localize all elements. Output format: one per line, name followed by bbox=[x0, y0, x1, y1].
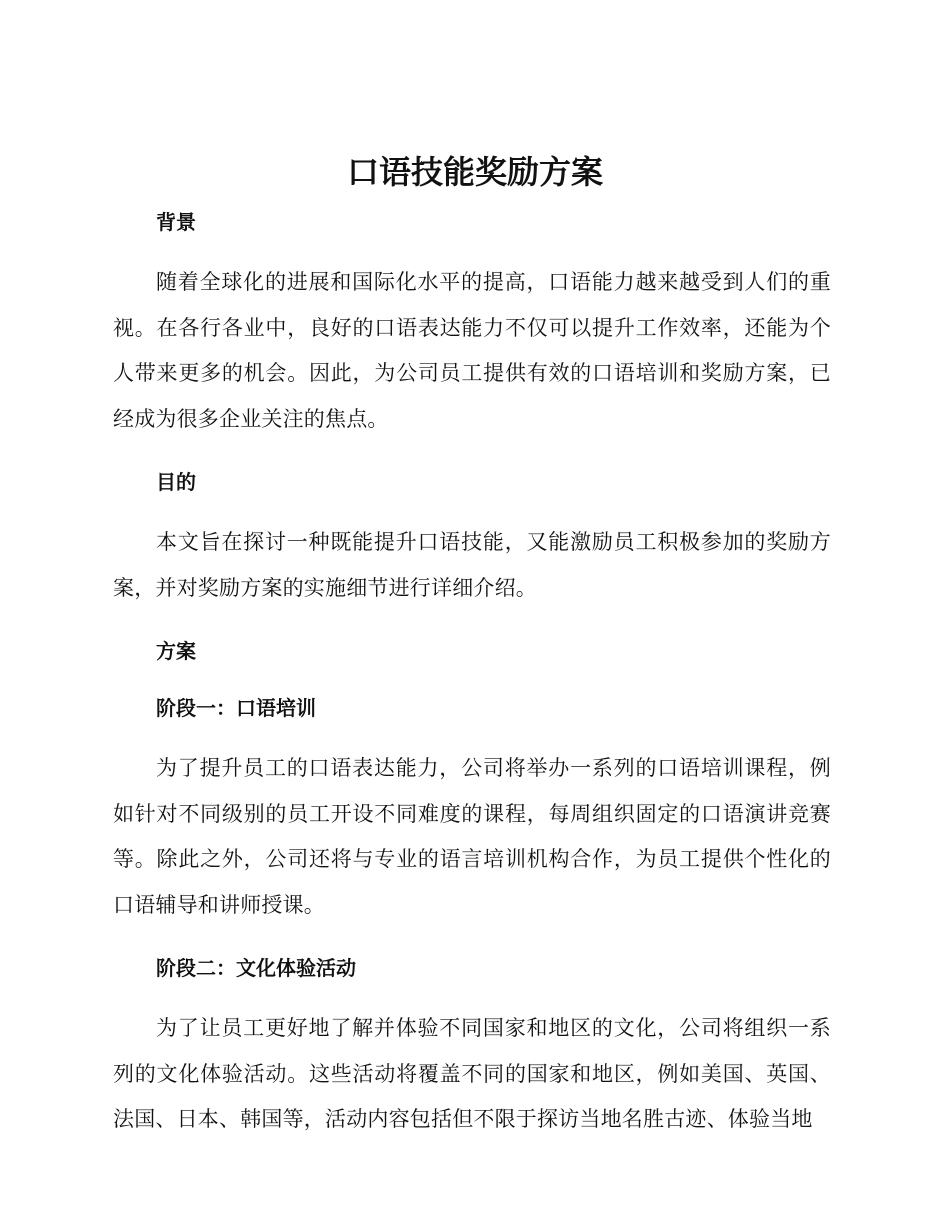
section-text-stage2: 为了让员工更好地了解并体验不同国家和地区的文化，公司将组织一系列的文化体验活动。这些活动将覆盖不同的国家和地区，例如美国、英国、法国、日本、韩国等，活动内容包括但不限于探访当地名胜古迹、体验当地 bbox=[113, 1016, 831, 1131]
document-body bbox=[113, 206, 831, 1143]
section-text-purpose: 本文旨在探讨一种既能提升口语技能，又能激励员工积极参加的奖励方案，并对奖励方案的实施细节进行详细介绍。 bbox=[113, 530, 831, 600]
section-heading-purpose: 目的 bbox=[156, 470, 196, 494]
section-text-background: 随着全球化的进展和国际化水平的提高，口语能力越来越受到人们的重视。在各行各业中，良好的口语表达能力不仅可以提升工作效率，还能为个人带来更多的机会。因此，为公司员工提供有效的口语培训和奖励方案，已经成为很多企业关注的焦点。 bbox=[113, 270, 831, 431]
section-heading-stage2: 阶段二：文化体验活动 bbox=[156, 956, 356, 980]
section-heading-plan: 方案 bbox=[156, 639, 196, 663]
section-heading-background: 背景 bbox=[156, 210, 196, 234]
document-title: 口语技能奖励方案 bbox=[346, 153, 603, 191]
section-text-stage1: 为了提升员工的口语表达能力，公司将举办一系列的口语培训课程，例如针对不同级别的员工开设不同难度的课程，每周组织固定的口语演讲竞赛等。除此之外，公司还将与专业的语言培训机构合作，为员工提供个性化的口语辅导和讲师授课。 bbox=[113, 756, 831, 917]
section-heading-stage1: 阶段一：口语培训 bbox=[156, 696, 316, 720]
